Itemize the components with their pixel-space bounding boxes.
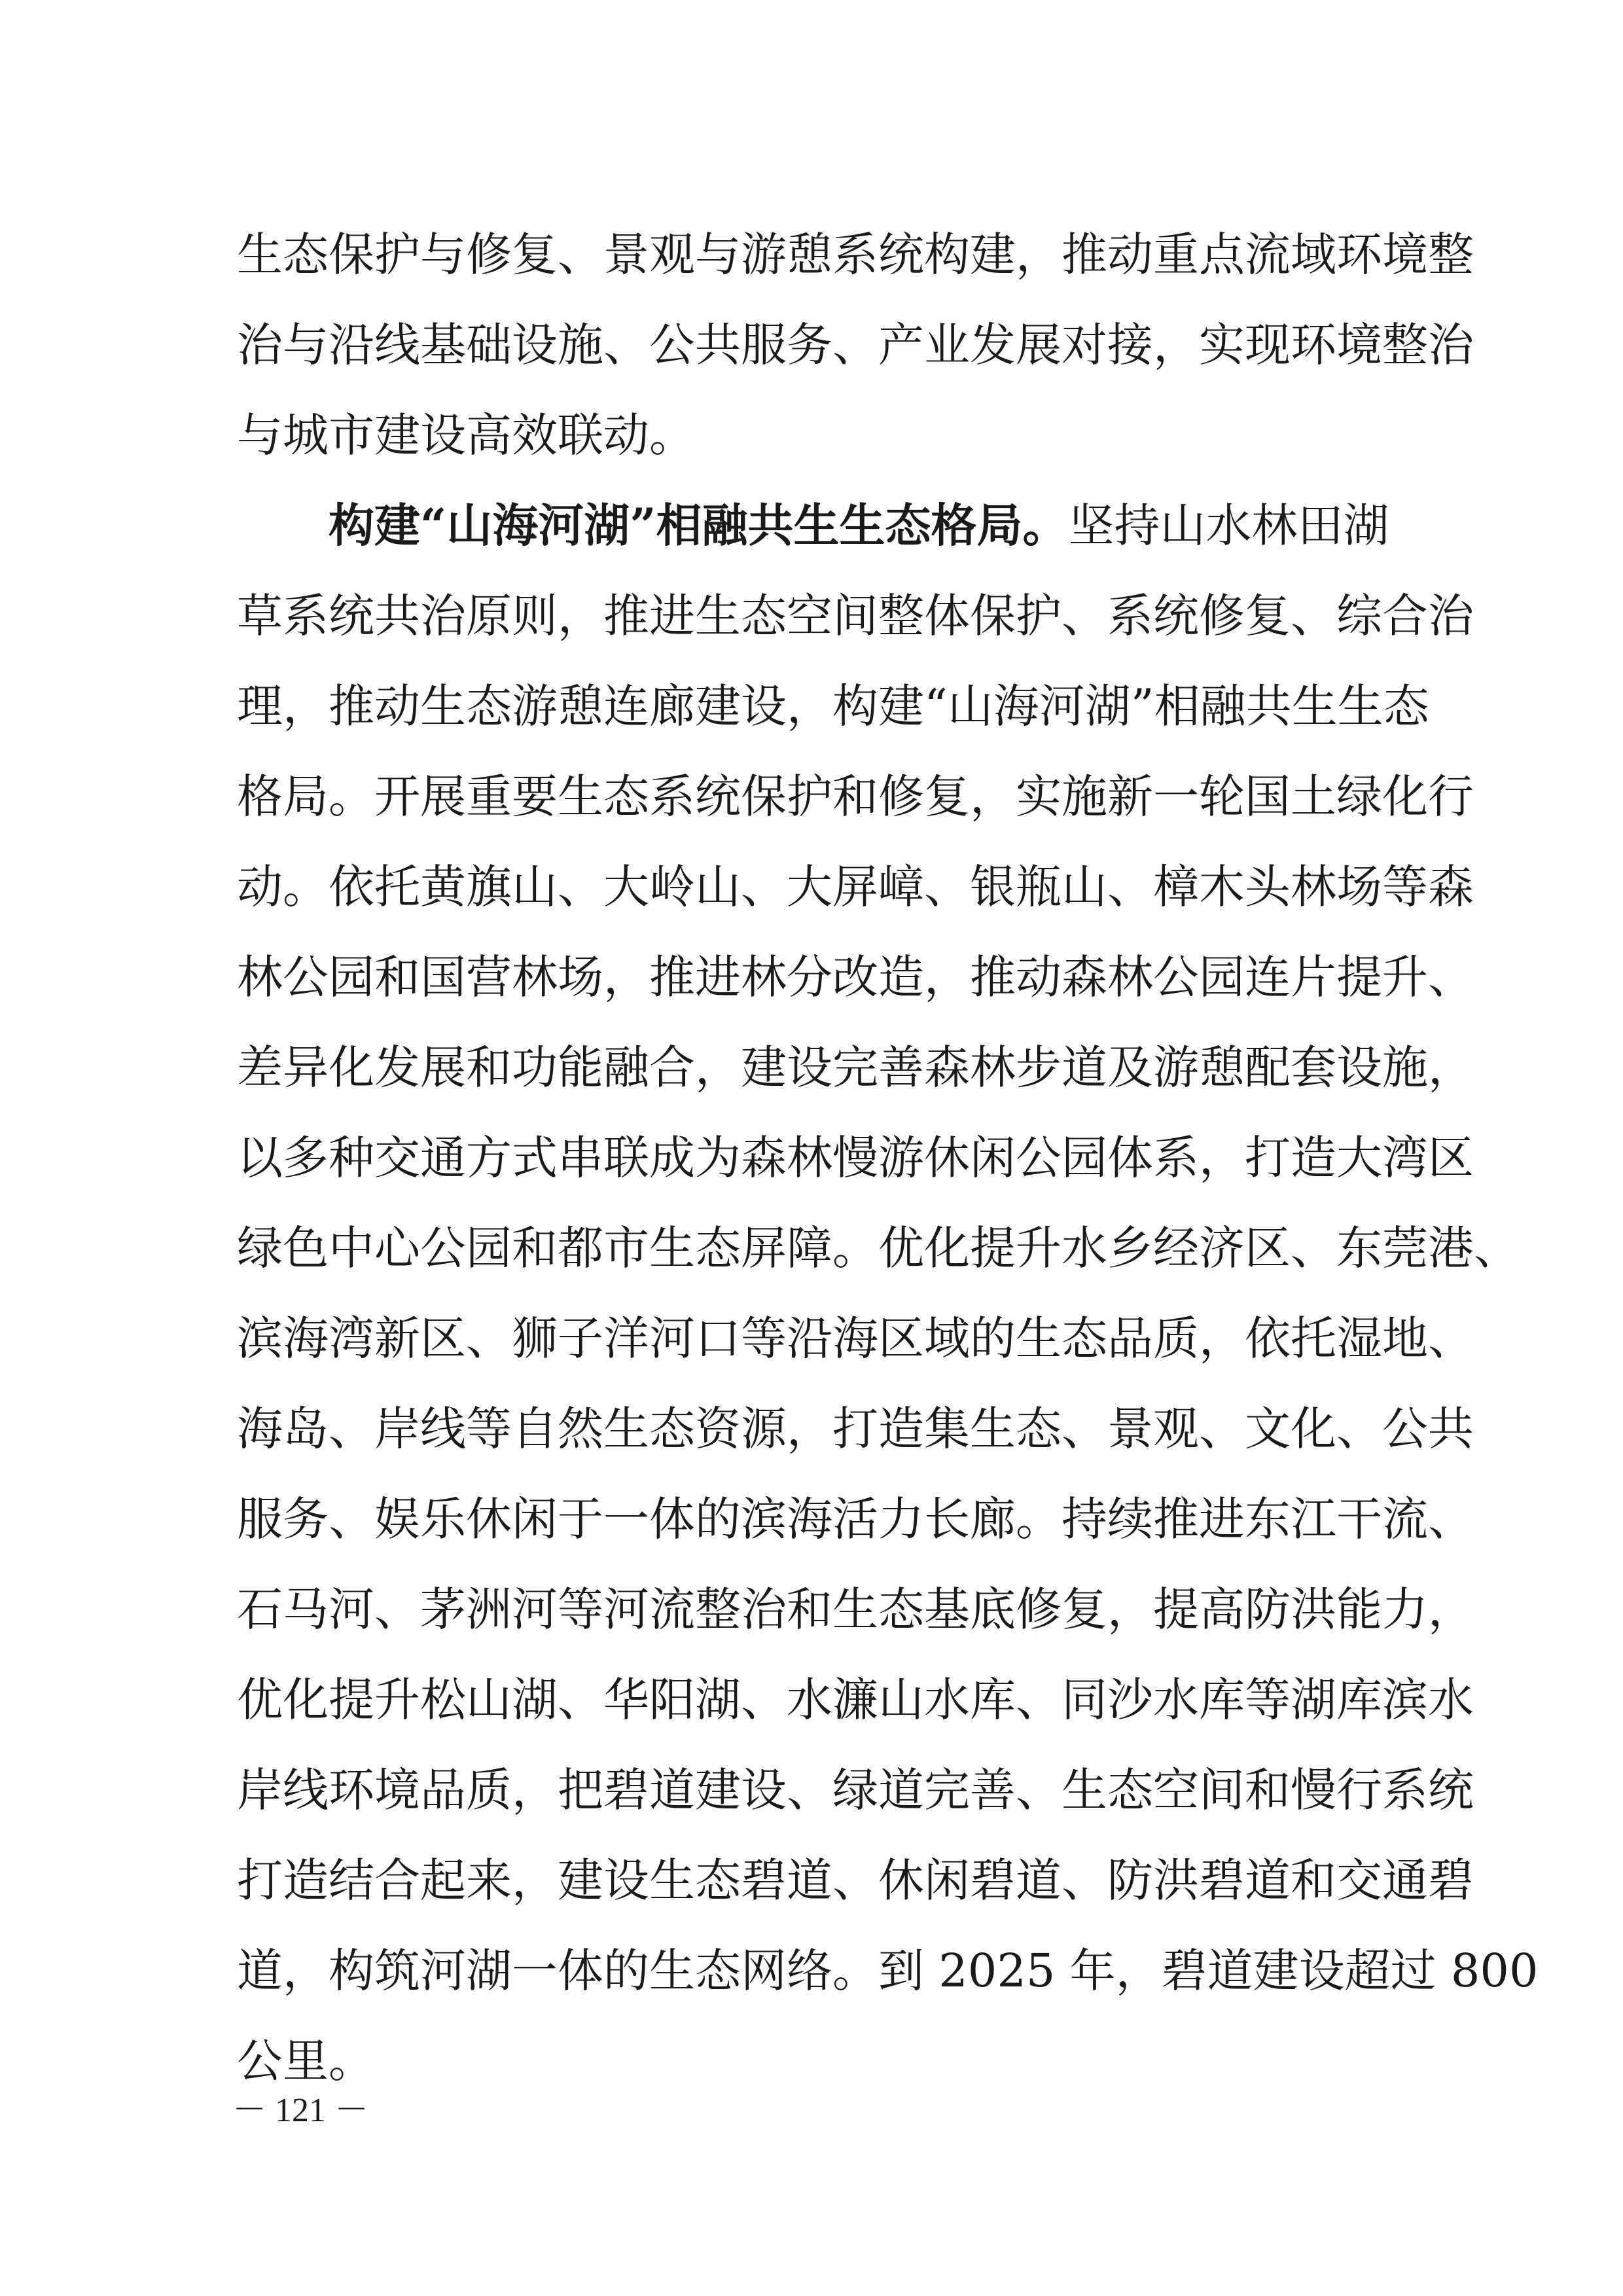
text-line: 石马河、茅洲河等河流整治和生态基底修复，提高防洪能力， [237,1583,1474,1636]
text-line: 林公园和国营林场，推进林分改造，推动森林公园连片提升、 [237,950,1474,1004]
text-line: 格局。开展重要生态系统保护和修复，实施新一轮国土绿化行 [237,770,1474,823]
text-line: 与城市建设高效联动。 [237,408,695,462]
text-line: 优化提升松山湖、华阳湖、水濂山水库、同沙水库等湖库滨水 [237,1673,1474,1727]
page-number: － 121 － [232,2092,369,2129]
text-line: 海岛、岸线等自然生态资源，打造集生态、景观、文化、公共 [237,1402,1474,1456]
text-line: 岸线环境品质，把碧道建设、绿道完善、生态空间和慢行系统 [237,1763,1474,1817]
text-line: 滨海湾新区、狮子洋河口等沿海区域的生态品质，依托湿地、 [237,1312,1474,1365]
text-line: 差异化发展和功能融合，建设完善森林步道及游憩配套设施， [237,1041,1474,1094]
text-line: 打造结合起来，建设生态碧道、休闲碧道、防洪碧道和交通碧 [237,1854,1474,1907]
text-line: 道，构筑河湖一体的生态网络。到 2025 年，碧道建设超过 800 [237,1944,1539,1998]
text-line: 以多种交通方式串联成为森林慢游休闲公园体系，打造大湾区 [237,1131,1474,1185]
text-line: 公里。 [237,2034,374,2088]
text-line: 绿色中心公园和都市生态屏障。优化提升水乡经济区、东莞港、 [237,1221,1520,1275]
text-line: 草系统共治原则，推进生态空间整体保护、系统修复、综合治 [237,589,1474,643]
text-line: 服务、娱乐休闲于一体的滨海活力长廊。持续推进东江干流、 [237,1492,1474,1546]
paragraph-heading: 构建“山海河湖”相融共生生态格局。 [329,498,1069,552]
paragraph-1 [237,209,1474,480]
text-line-first [237,480,1395,571]
paragraph-2 [237,480,1539,2106]
text-line: 理，推动生态游憩连廊建设，构建“山海河湖”相融共生生态 [237,679,1429,733]
text-line: 生态保护与修复、景观与游憩系统构建，推动重点流域环境整 [237,228,1474,281]
text-line: 治与沿线基础设施、公共服务、产业发展对接，实现环境整治 [237,318,1474,372]
text-line: 动。依托黄旗山、大岭山、大屏嶂、银瓶山、樟木头林场等森 [237,860,1474,914]
document-body [237,209,1539,2106]
heading-continuation: 坚持山水林田湖 [1068,499,1389,552]
